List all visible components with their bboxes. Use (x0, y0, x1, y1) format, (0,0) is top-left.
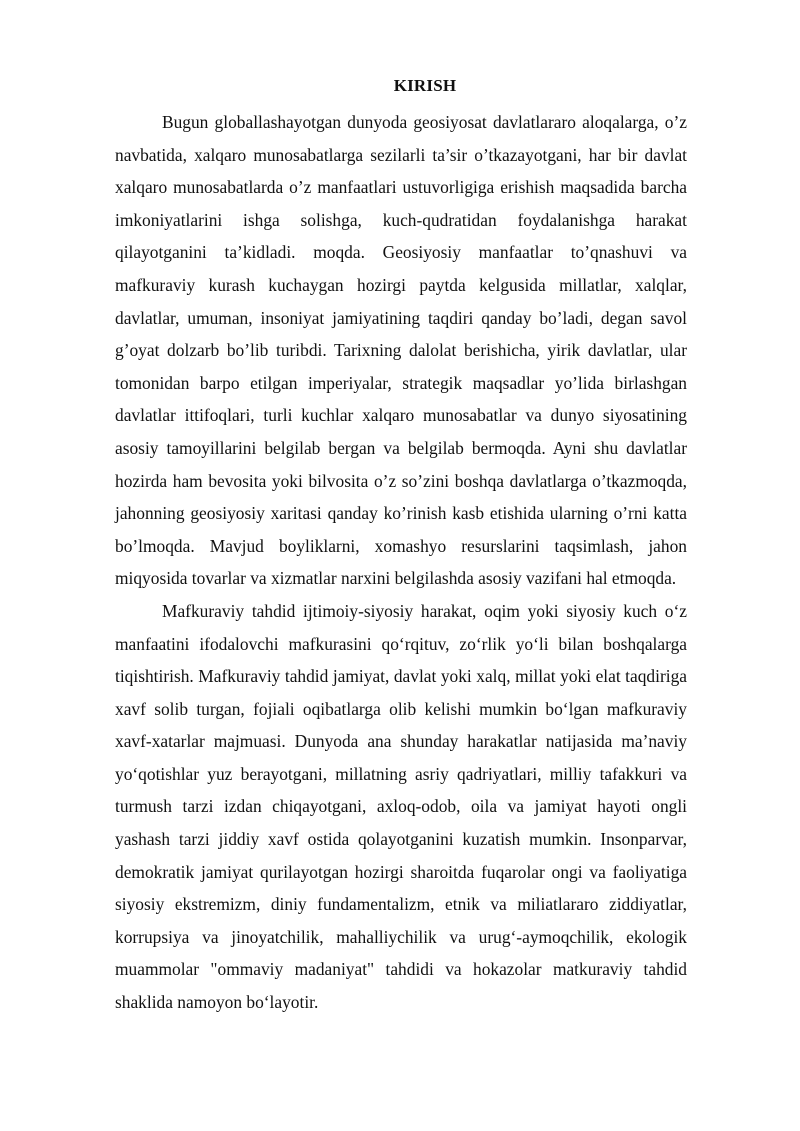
document-body (115, 106, 687, 1019)
page-title: KIRISH (393, 76, 457, 95)
paragraph-ideological-threat: Mafkuraviy tahdid ijtimoiy-siyosiy harakat, oqim yoki siyosiy kuch o‘z manfaatini ifodalovchi mafkurasini qo‘rqituv, zo‘rlik yo‘li bilan boshqalarga tiqishtirish. Mafkuraviy tahdid jamiyat, davlat yoki xalq, millat yoki elat taqdiriga xavf solib turgan, fojiali oqibatlarga olib kelishi mumkin bo‘lgan mafkuraviy xavf-xatarlar majmuasi. Dunyoda ana shunday harakatlar natijasida ma’naviy yo‘qotishlar yuz berayotgani, millatning asriy qadriyatlari, milliy tafakkuri va turmush tarzi izdan chiqayotgani, axloq-odob, oila va jamiyat hayoti ongli yashash tarzi jiddiy xavf ostida qolayotganini kuzatish mumkin. Insonparvar, demokratik jamiyat qurilayotgan hozirgi sharoitda fuqarolar ongi va faoliyatiga siyosiy ekstremizm, diniy fundamentalizm, etnik va miliatlararo ziddiyatlar, korrupsiya va jinoyatchilik, mahalliychilik va urug‘-aymoqchilik, ekologik muammolar "ommaviy madaniyat" tahdidi va hokazolar matkuraviy tahdid shaklida namoyon bo‘layotir. (115, 600, 687, 1013)
paragraph-intro: Bugun globallashayotgan dunyoda geosiyosat davlatlararo aloqalarga, o’z navbatida, xalqaro munosabatlarga sezilarli ta’sir o’tkazayotgani, har bir davlat xalqaro munosabatlarda o’z manfaatlari ustuvorligiga erishish maqsadida barcha imkoniyatlarini ishga solishga, kuch-qudratidan foydalanishga harakat qilayotganini ta’kidladi. moqda. Geosiyosiy manfaatlar to’qnashuvi va mafkuraviy kurash kuchaygan hozirgi paytda kelgusida millatlar, xalqlar, davlatlar, umuman, insoniyat jamiyatining taqdiri qanday bo’ladi, degan savol g’oyat dolzarb bo’lib turibdi. Tarixning dalolat berishicha, yirik davlatlar, ular tomonidan barpo etilgan imperiyalar, strategik maqsadlar yo’lida birlashgan davlatlar ittifoqlari, turli kuchlar xalqaro munosabatlar va dunyo siyosatining asosiy tamoyillarini belgilab bergan va belgilab bermoqda. Ayni shu davlatlar hozirda ham bevosita yoki bilvosita o’z so’zini boshqa davlatlarga o’tkazmoqda, jahonning geosiyosiy xaritasi qanday ko’rinish kasb etishida ularning o’rni katta bo’lmoqda. Mavjud boyliklarni, xomashyo resurslarini taqsimlash, jahon miqyosida tovarlar va xizmatlar narxini belgilashda asosiy vazifani hal etmoqda. (115, 112, 687, 589)
